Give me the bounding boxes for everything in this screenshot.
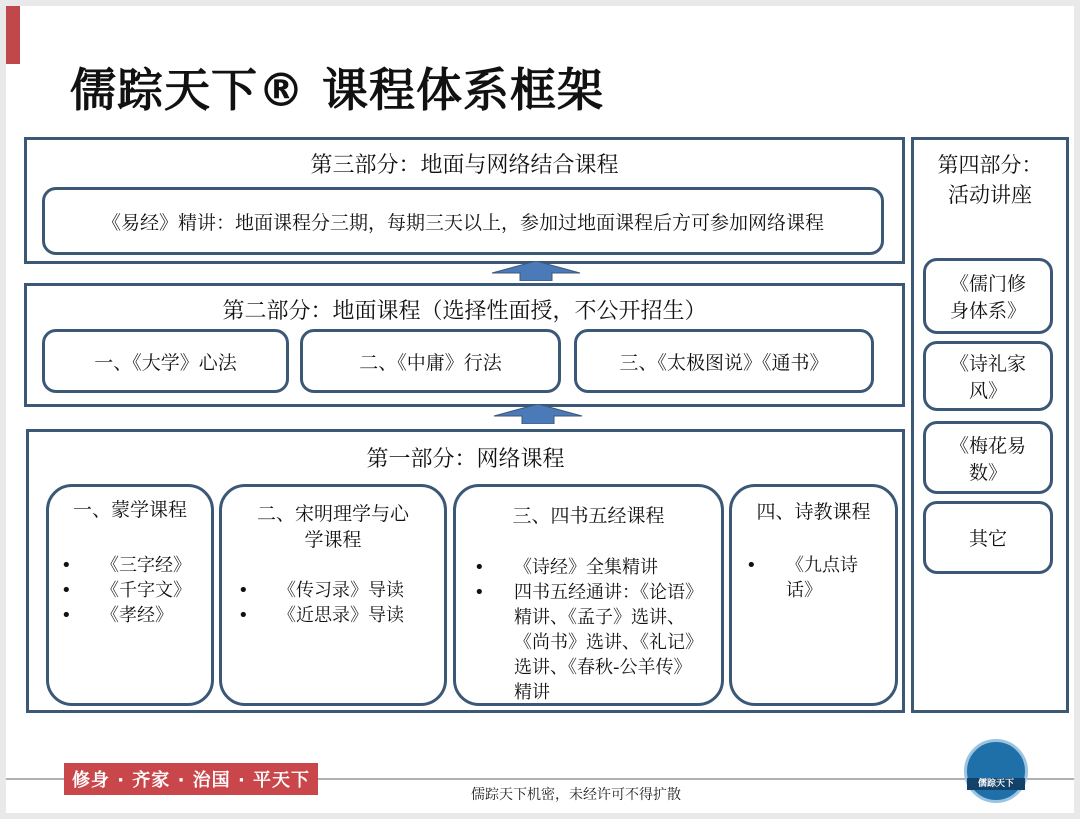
arrow-up-icon: [492, 404, 584, 424]
part4-item-3: 《梅花易数》: [923, 421, 1053, 494]
motto-banner: 修身 · 齐家 · 治国 · 平天下: [64, 763, 318, 795]
part4-section: [911, 137, 1069, 713]
logo-icon: [964, 739, 1028, 803]
course-card-1: [46, 484, 214, 706]
course-title: 三、四书五经课程: [512, 505, 665, 527]
part3-title: 第三部分：地面与网络结合课程: [310, 153, 619, 178]
part2-title: 第二部分：地面课程（选择性面授，不公开招生）: [222, 299, 707, 324]
part4-title: 第四部分：活动讲座: [937, 153, 1043, 207]
list-item: • 《孝经》: [61, 603, 211, 628]
course-title: 二、宋明理学与心学课程: [256, 503, 409, 551]
part2-item-1: 一、《大学》心法: [42, 329, 289, 393]
page-title: 儒踪天下® 课程体系框架: [70, 63, 605, 117]
course-title: 一、蒙学课程: [72, 499, 187, 521]
part2-item-3: 三、《太极图说》《通书》: [574, 329, 874, 393]
list-item: • 四书五经通讲：《论语》精讲、《孟子》选讲、《尚书》选讲、《礼记》选讲、《春秋-公羊传》精讲: [474, 580, 704, 705]
logo-text: 儒踪天下: [967, 778, 1025, 790]
arrow-up-icon: [490, 261, 582, 281]
part4-item-2: 《诗礼家风》: [923, 341, 1053, 411]
slide: [6, 6, 1074, 813]
course-card-3: [453, 484, 724, 706]
course-card-2: [219, 484, 447, 706]
part1-section: [26, 429, 905, 713]
part3-section: [24, 137, 905, 264]
part1-title: 第一部分：网络课程: [366, 447, 565, 472]
part2-item-2: 二、《中庸》行法: [300, 329, 561, 393]
confidential-notice: 儒踪天下机密，未经许可不得扩散: [471, 787, 681, 803]
list-item: • 《九点诗话》: [746, 553, 876, 603]
course-title: 四、诗教课程: [756, 501, 871, 523]
list-item: • 《千字文》: [61, 578, 211, 603]
list-item: • 《传习录》导读: [238, 578, 438, 603]
part3-desc: 《易经》精讲：地面课程分三期，每期三天以上，参加过地面课程后方可参加网络课程: [101, 211, 824, 234]
list-item: • 《三字经》: [61, 553, 211, 578]
accent-bar: [6, 6, 20, 64]
part4-item-4: 其它: [923, 501, 1053, 574]
list-item: • 《近思录》导读: [238, 603, 438, 628]
part4-item-1: 《儒门修身体系》: [923, 258, 1053, 334]
part2-section: [24, 283, 905, 407]
course-card-4: [729, 484, 898, 706]
list-item: • 《诗经》全集精讲: [474, 555, 704, 580]
part3-course-box: [42, 187, 884, 255]
